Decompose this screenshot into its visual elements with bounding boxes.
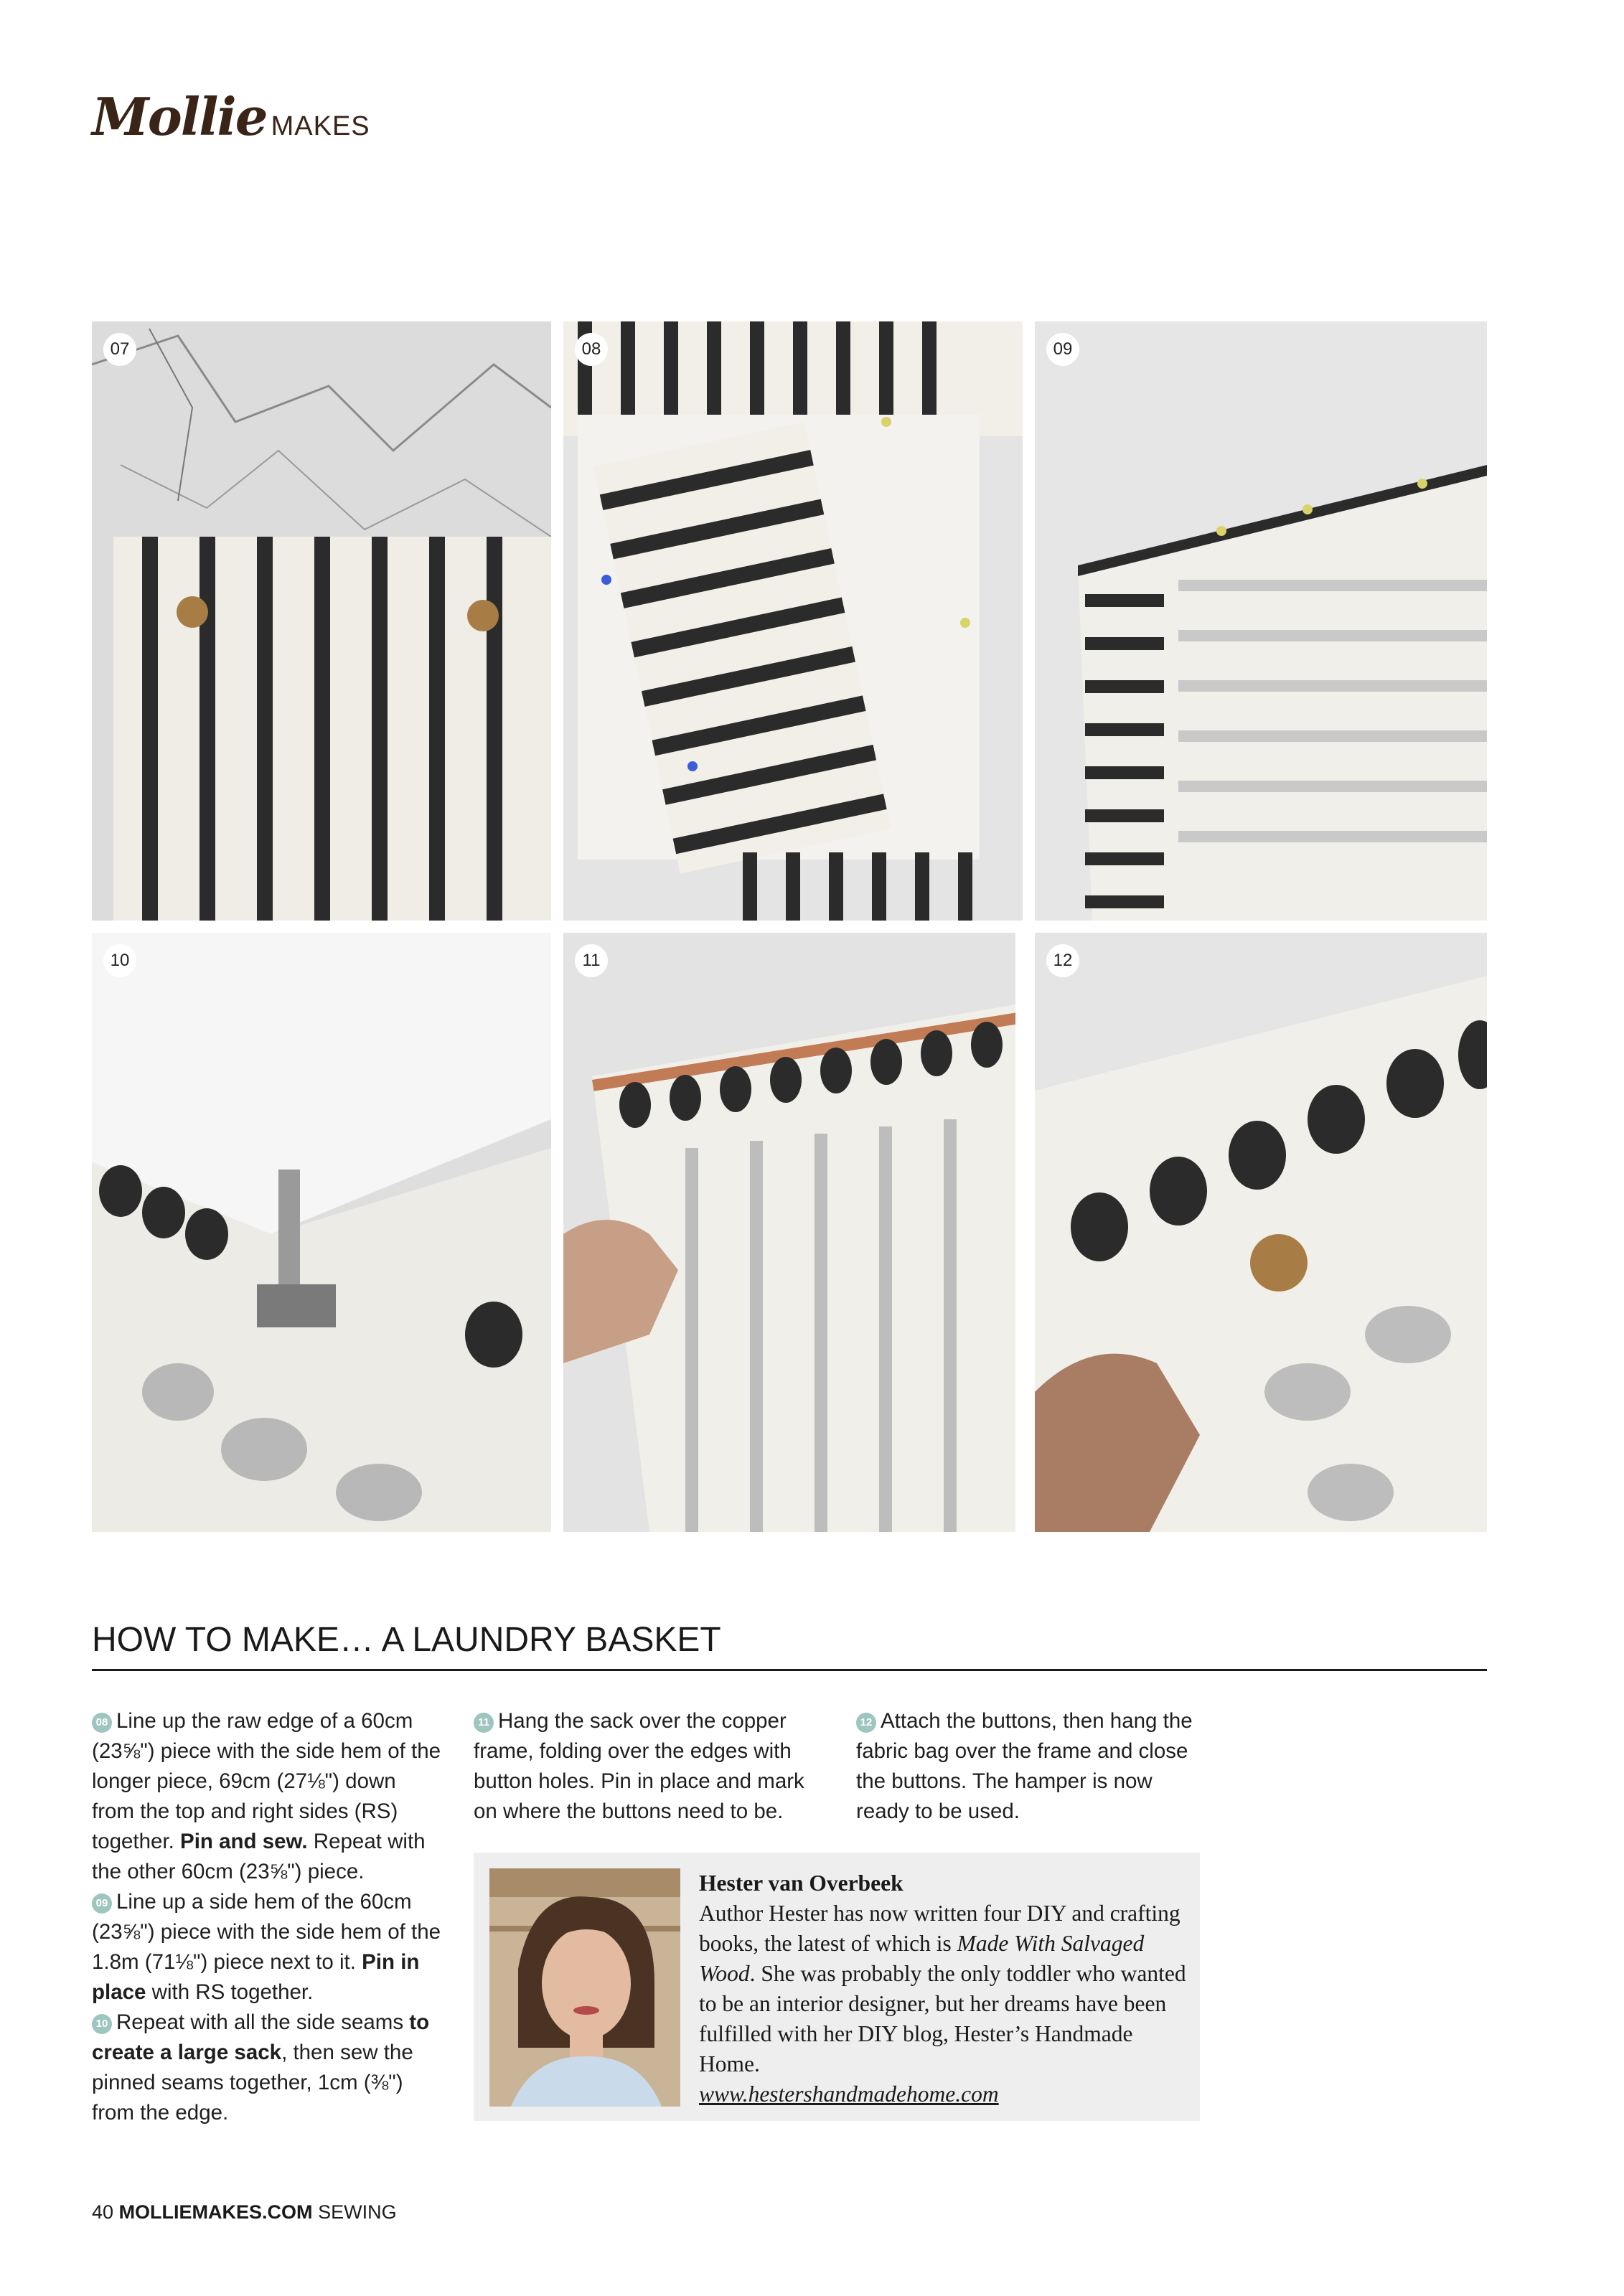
- step-text: with RS together.: [146, 1980, 314, 2004]
- instructions-column-1: [92, 1706, 443, 2128]
- book-title: Made With Salvaged Wood: [699, 1931, 1145, 1986]
- author-bio: [699, 1868, 1187, 2109]
- step-badge: 11: [575, 944, 608, 977]
- photo-step-08: [563, 321, 1023, 921]
- step-09: [92, 1887, 443, 2008]
- step-badge: 08: [575, 333, 608, 366]
- section-title: HOW TO MAKE… A LAUNDRY BASKET: [92, 1621, 721, 1659]
- step-text: Repeat with the other 60cm (23⅝") piece.: [92, 1830, 426, 1883]
- step-11: [474, 1706, 825, 1827]
- step-badge: 10: [103, 944, 136, 977]
- bio-part: . She was probably the only toddler who wanted to be an interior designer, but her dreams have been fulfilled with her DIY blog, Hester’s Handmade Home.: [699, 1961, 1186, 2076]
- author-website-link[interactable]: www.hestershandmadehome.com: [699, 2081, 999, 2107]
- bio-part: Author Hester has now written four DIY and crafting books, the latest of which is: [699, 1901, 1181, 1956]
- photo-step-09: [1035, 321, 1487, 921]
- title-rule: [92, 1669, 1487, 1671]
- step-text: Repeat with all the side seams: [116, 2010, 410, 2034]
- instructions-column-3: [856, 1706, 1208, 1827]
- photo-step-11: [563, 933, 1015, 1532]
- footer-section: SEWING: [318, 2201, 397, 2223]
- page-number: 40: [92, 2201, 114, 2223]
- step-emphasis: to create a large sack: [92, 2010, 430, 2064]
- photo-step-10: [92, 933, 551, 1532]
- step-text: Line up the raw edge of a 60cm (23⅝") piece with the side hem of the longer piece, 69cm (27⅛") down from the top and right sides (RS) together.: [92, 1709, 441, 1853]
- step-08: [92, 1706, 443, 1887]
- step-10: [92, 2008, 443, 2128]
- step-text: Hang the sack over the copper frame, folding over the edges with button holes. Pin in place and mark on where the buttons need to be.: [474, 1709, 804, 1823]
- author-portrait: [489, 1868, 680, 2107]
- author-bio-text: [699, 1899, 1187, 2079]
- step-emphasis: Pin and sew.: [180, 1830, 308, 1853]
- step-text: Attach the buttons, then hang the fabric bag over the frame and close the buttons. The hamper is now ready to be used.: [856, 1709, 1193, 1823]
- step-badge: 07: [103, 333, 136, 366]
- photo-step-07: [92, 321, 551, 921]
- step-badge: 12: [1046, 944, 1079, 977]
- step-number: 11: [474, 1713, 494, 1733]
- step-12: [856, 1706, 1208, 1827]
- footer-site: MOLLIEMAKES.COM: [118, 2201, 313, 2223]
- step-emphasis: Pin in place: [92, 1950, 420, 2004]
- step-text: Line up a side hem of the 60cm (23⅝") piece with the side hem of the 1.8m (71⅛") piece next to it.: [92, 1890, 441, 1974]
- step-number: 12: [856, 1713, 876, 1733]
- brand-caps: MAKES: [271, 111, 370, 141]
- page-footer: [92, 2201, 397, 2224]
- step-text: , then sew the pinned seams together, 1cm (⅜") from the edge.: [92, 2041, 413, 2125]
- brand-script: Mollie: [92, 86, 267, 147]
- step-badge: 09: [1046, 333, 1079, 366]
- photo-step-12: [1035, 933, 1487, 1532]
- step-number: 10: [92, 2014, 112, 2034]
- instructions-column-2: [474, 1706, 825, 1827]
- brand-logo: [92, 86, 370, 147]
- author-name: Hester van Overbeek: [699, 1871, 903, 1896]
- step-number: 08: [92, 1713, 112, 1733]
- author-box: [474, 1853, 1200, 2121]
- step-number: 09: [92, 1893, 112, 1914]
